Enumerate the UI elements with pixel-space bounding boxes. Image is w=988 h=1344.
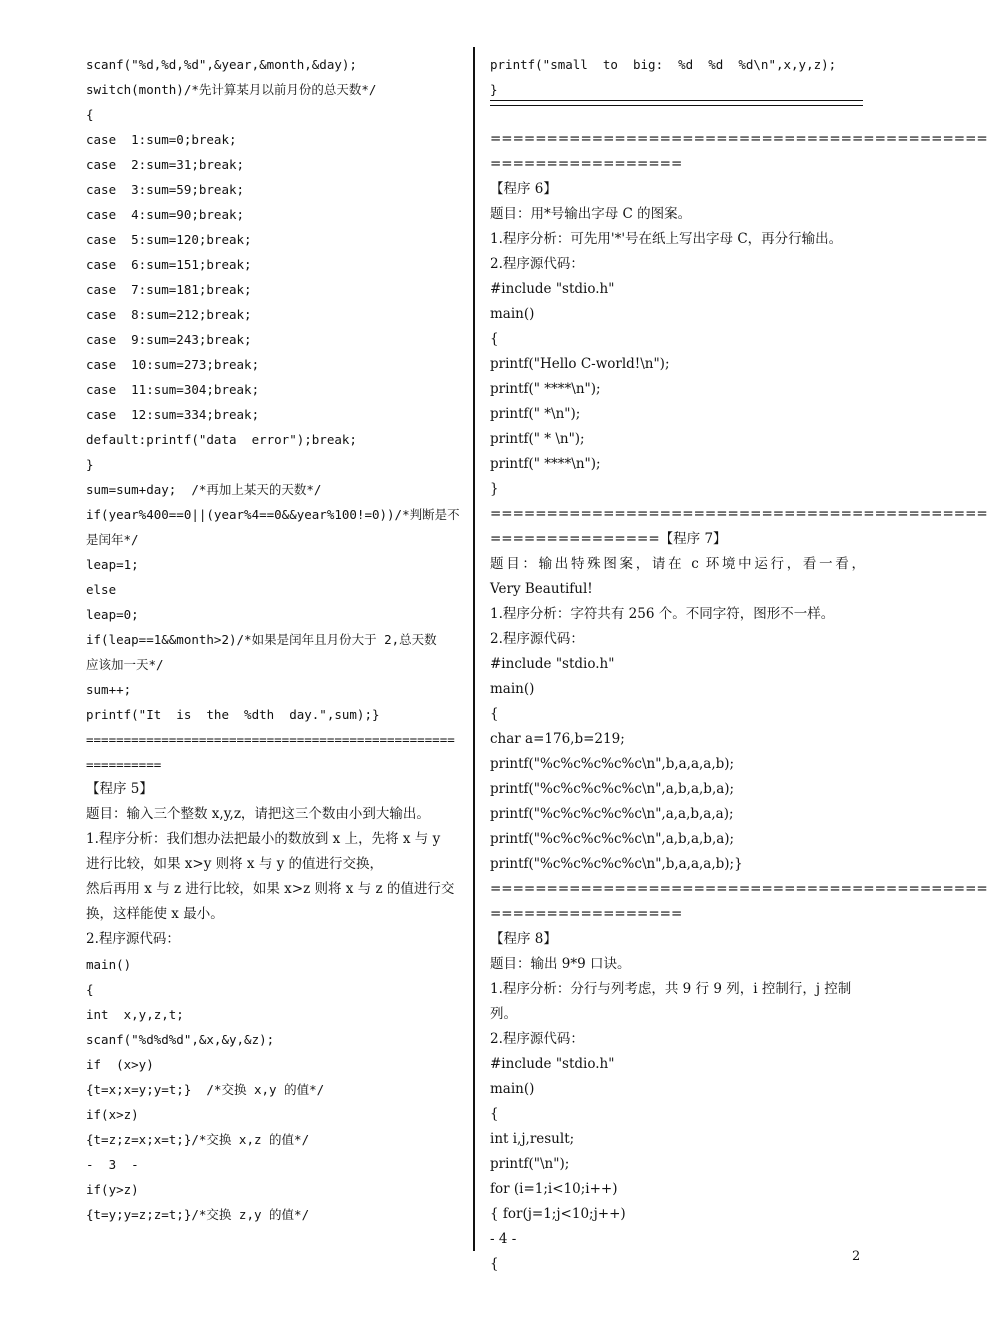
right-text-line: char a=176,b=219; [490,731,625,747]
left-text-line: main() [86,957,132,972]
left-text-line: if (x>y) [86,1057,154,1072]
right-text-line: 题目：用*号输出字母 C 的图案。 [490,206,692,222]
right-text-line: 【程序 6】 [490,181,557,197]
right-text-line: Very Beautiful! [490,581,593,597]
right-text-line: ===============【程序 7】 [490,531,727,547]
left-text-line: sum++; [86,682,132,697]
left-text-line: case 8:sum=212;break; [86,307,252,322]
left-text-line: case 1:sum=0;break; [86,132,237,147]
left-text-line: printf("It is the %dth day.",sum);} [86,707,380,722]
left-text-line: } [86,457,94,472]
right-text-line: 1.程序分析：字符共有 256 个。不同字符，图形不一样。 [490,606,835,622]
left-text-line: 换，这样能使 x 最小。 [86,906,224,922]
left-text-line: case 11:sum=304;break; [86,382,260,397]
right-text-line: int i,j,result; [490,1131,575,1147]
right-text-line: printf("%c%c%c%c%c\n",a,b,a,b,a); [490,831,735,847]
right-text-line: #include "stdio.h" [490,1056,615,1072]
left-text-line: 进行比较，如果 x>y 则将 x 与 y 的值进行交换， [86,856,384,872]
right-text-line: ============================================ [490,881,988,897]
column-divider [473,47,475,1251]
right-text-line: printf(" *\n"); [490,406,581,422]
right-text-line: } [490,82,498,97]
left-text-line: case 3:sum=59;break; [86,182,245,197]
right-text-line: { for(j=1;j<10;j++) [490,1206,626,1222]
right-text-line: printf("Hello C-world!\n"); [490,356,670,372]
right-text-line: 【程序 8】 [490,931,557,947]
right-text-line: 1.程序分析：分行与列考虑，共 9 行 9 列，i 控制行，j 控制 [490,981,852,997]
right-text-line: 1.程序分析：可先用'*'号在纸上写出字母 C，再分行输出。 [490,231,843,247]
left-text-line: leap=0; [86,607,139,622]
right-text-line: printf("%c%c%c%c%c\n",b,a,a,a,b); [490,756,735,772]
left-text-line: sum=sum+day; /*再加上某天的天数*/ [86,482,322,497]
left-text-line: 1.程序分析：我们想办法把最小的数放到 x 上，先将 x 与 y [86,831,441,847]
left-text-line: ================================================= [86,732,455,747]
left-text-line: int x,y,z,t; [86,1007,184,1022]
left-text-line: 【程序 5】 [86,781,153,797]
left-text-line: default:printf("data error");break; [86,432,357,447]
left-column [86,52,460,1227]
left-text-line: leap=1; [86,557,139,572]
right-text-line: ============================================ [490,131,988,147]
right-text-line: 2.程序源代码： [490,1031,584,1047]
right-text-line: printf("small to big: %d %d %d\n",x,y,z); [490,57,837,72]
right-text-line: for (i=1;i<10;i++) [490,1181,618,1197]
left-text-line: { [86,982,94,997]
right-text-line: 2.程序源代码： [490,631,584,647]
right-text-line: { [490,1256,499,1272]
right-text-line: printf(" ****\n"); [490,456,601,472]
right-text-line: { [490,1106,499,1122]
left-text-line: scanf("%d%d%d",&x,&y,&z); [86,1032,275,1047]
right-text-line: { [490,331,499,347]
right-text-line: ================= [490,906,683,922]
left-text-line: 2.程序源代码： [86,931,180,947]
left-text-line: case 7:sum=181;break; [86,282,252,297]
right-text-line: main() [490,306,535,322]
right-text-line: 题目：输出 9*9 口诀。 [490,956,631,972]
left-text-line: switch(month)/*先计算某月以前月份的总天数*/ [86,82,377,97]
right-text-line: printf("%c%c%c%c%c\n",a,a,b,a,a); [490,806,734,822]
right-text-line: - 4 - [490,1231,517,1247]
right-text-line: main() [490,681,535,697]
left-text-line: 是闰年*/ [86,532,139,547]
left-text-line: if(y>z) [86,1182,139,1197]
right-text-line: 列。 [490,1006,517,1022]
page-number: 2 [852,1249,861,1264]
right-text-line [490,102,865,127]
left-text-line: case 2:sum=31;break; [86,157,245,172]
left-text-line: case 4:sum=90;break; [86,207,245,222]
left-text-line: 然后再用 x 与 z 进行比较，如果 x>z 则将 x 与 z 的值进行交 [86,881,455,897]
right-text-line: { [490,706,499,722]
left-text-line: ========== [86,757,162,772]
right-text-line: #include "stdio.h" [490,656,615,672]
left-text-line: 应该加一天*/ [86,657,164,672]
left-text-line: case 6:sum=151;break; [86,257,252,272]
left-text-line: case 12:sum=334;break; [86,407,260,422]
left-text-line: {t=y;y=z;z=t;}/*交换 z,y 的值*/ [86,1207,310,1222]
right-text-line: printf(" ****\n"); [490,381,601,397]
left-text-line: if(year%400==0||(year%4==0&&year%100!=0))/*判断是不 [86,507,460,522]
left-text-line: case 10:sum=273;break; [86,357,260,372]
left-text-line: case 5:sum=120;break; [86,232,252,247]
right-text-line: ============================================ [490,506,988,522]
left-text-line: 题目：输入三个整数 x,y,z，请把这三个数由小到大输出。 [86,806,430,822]
left-text-line: {t=x;x=y;y=t;} /*交换 x,y 的值*/ [86,1082,325,1097]
left-text-line: if(leap==1&&month>2)/*如果是闰年且月份大于 2,总天数 [86,632,437,647]
right-text-line: printf("%c%c%c%c%c\n",b,a,a,a,b);} [490,856,743,872]
left-text-line: - 3 - [86,1157,139,1172]
left-text-line: else [86,582,117,597]
left-text-line: scanf("%d,%d,%d",&year,&month,&day); [86,57,357,72]
right-text-line: 题目：输出特殊图案，请在 c 环境中运行，看一看， [490,556,865,572]
right-text-line: printf("\n"); [490,1156,570,1172]
right-text-line: } [490,481,499,497]
right-text-line: printf("%c%c%c%c%c\n",a,b,a,b,a); [490,781,735,797]
right-text-line: 2.程序源代码： [490,256,584,272]
right-text-line: printf(" * \n"); [490,431,585,447]
right-text-line: #include "stdio.h" [490,281,615,297]
left-text-line: { [86,107,94,122]
right-text-line: main() [490,1081,535,1097]
left-text-line: case 9:sum=243;break; [86,332,252,347]
left-text-line: {t=z;z=x;x=t;}/*交换 x,z 的值*/ [86,1132,310,1147]
right-text-line: ================= [490,156,683,172]
left-text-line: if(x>z) [86,1107,139,1122]
right-column [490,52,988,1277]
